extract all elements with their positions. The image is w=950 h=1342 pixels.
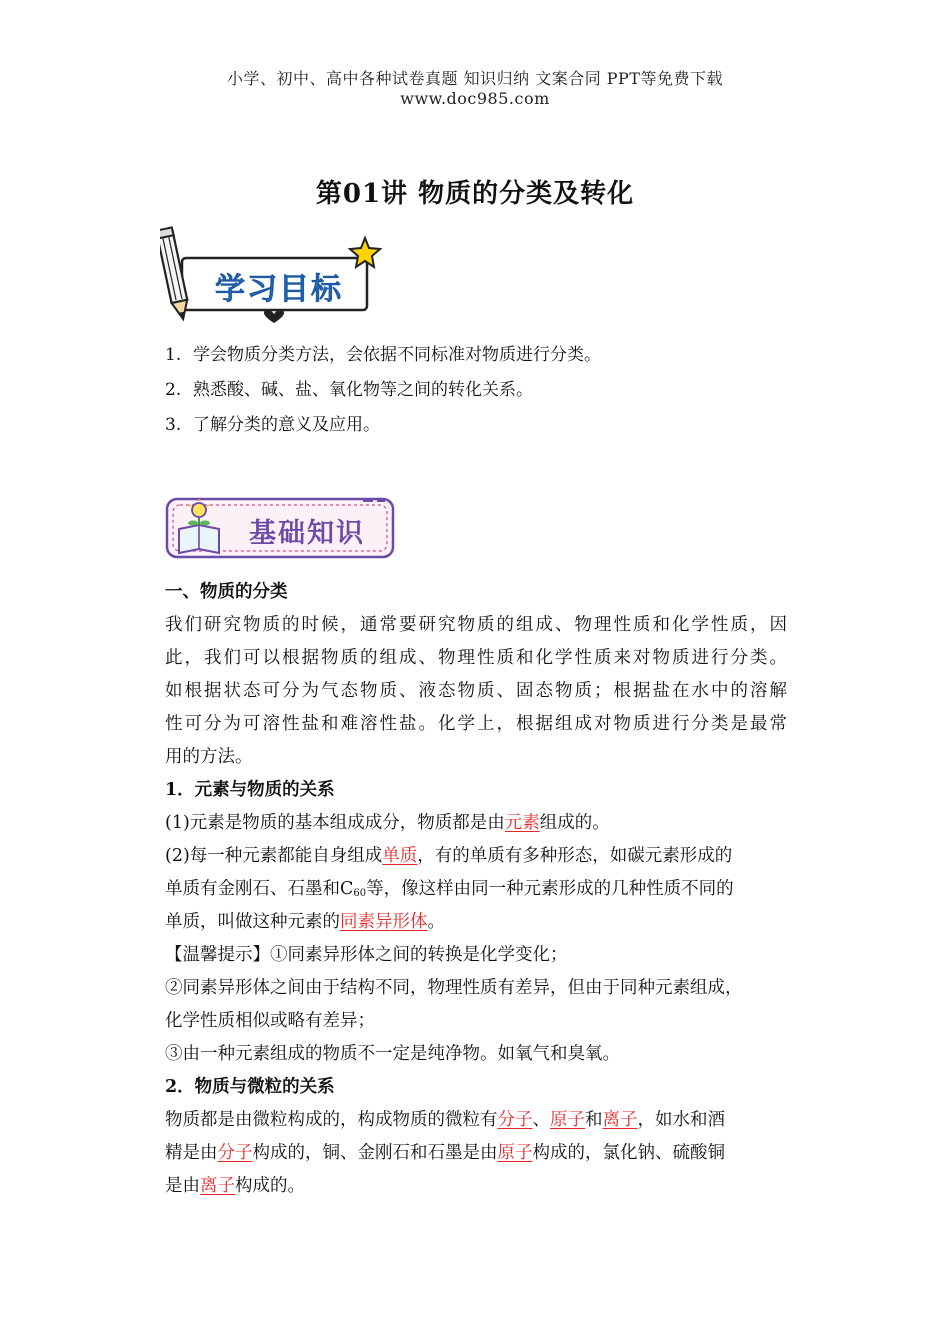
paragraph-line: 用的方法。 (165, 747, 253, 767)
paragraph-line: 性可分为可溶性盐和难溶性盐。化学上，根据组成对物质进行分类是最常 (165, 714, 787, 734)
list-item: 3. 了解分类的意义及应用。 (165, 415, 380, 435)
paragraph-line: 精是由分子构成的，铜、金刚石和石墨是由原子构成的，氯化钠、硫酸铜 (165, 1143, 725, 1163)
answer-blank: 离子 (200, 1176, 235, 1196)
answer-blank: 分子 (217, 1143, 253, 1163)
paragraph-line: 我们研究物质的时候，通常要研究物质的组成、物理性质和化学性质，因 (165, 615, 787, 635)
answer-blank: 原子 (497, 1143, 533, 1163)
document-body (165, 577, 787, 1204)
learning-goals-label: 学习目标 (215, 272, 343, 307)
paragraph-line: 单质，叫做这种元素的同素异形体。 (165, 912, 445, 932)
tip-line: ②同素异形体之间由于结构不同，物理性质有差异，但由于同种元素组成， (165, 978, 743, 998)
tip-line: 【温馨提示】①同素异形体之间的转换是化学变化； (165, 945, 568, 965)
basic-knowledge-label: 基础知识 (249, 518, 365, 549)
paragraph-line: 单质有金刚石、石墨和$C_{60}$等，像这样由同一种元素形成的几种性质不同的 (165, 879, 734, 899)
tip-line: 化学性质相似或略有差异； (165, 1011, 375, 1031)
paragraph-line: (2)每一种元素都能自身组成单质，有的单质有多种形态，如碳元素形成的 (165, 846, 733, 866)
paragraph-line: 此，我们可以根据物质的组成、物理性质和化学性质来对物质进行分类。 (165, 648, 787, 668)
section-heading: 一、物质的分类 (165, 582, 288, 602)
learning-goals-banner (160, 226, 385, 326)
subsection-heading: 2．物质与微粒的关系 (165, 1077, 335, 1097)
paragraph-line: 物质都是由微粒构成的，构成物质的微粒有分子、原子和离子，如水和酒 (165, 1110, 725, 1130)
answer-blank: 单质 (382, 846, 418, 866)
subsection-heading: 1．元素与物质的关系 (165, 780, 335, 800)
page-title: 第01讲 物质的分类及转化 (315, 179, 635, 209)
list-item: 1. 学会物质分类方法，会依据不同标准对物质进行分类。 (165, 345, 601, 365)
paragraph-line: 是由离子构成的。 (165, 1176, 305, 1196)
paragraph-line: 如根据状态可分为气态物质、液态物质、固态物质；根据盐在水中的溶解 (165, 681, 787, 701)
site-header-text: 小学、初中、高中各种试卷真题 知识归纳 文案合同 PPT等免费下载 (227, 69, 723, 88)
site-url: www.doc985.com (400, 89, 550, 108)
answer-blank: 同素异形体 (340, 912, 428, 932)
answer-blank: 元素 (504, 813, 540, 833)
tip-line: ③由一种元素组成的物质不一定是纯净物。如氧气和臭氧。 (165, 1044, 620, 1064)
answer-blank: 分子 (497, 1110, 533, 1130)
answer-blank: 离子 (602, 1110, 638, 1130)
answer-blank: 原子 (550, 1110, 585, 1130)
paragraph-line: (1)元素是物质的基本组成成分，物质都是由元素组成的。 (165, 813, 610, 833)
learning-goals-list (165, 340, 805, 445)
basic-knowledge-banner (163, 493, 398, 563)
list-item: 2. 熟悉酸、碱、盐、氧化物等之间的转化关系。 (165, 380, 533, 400)
